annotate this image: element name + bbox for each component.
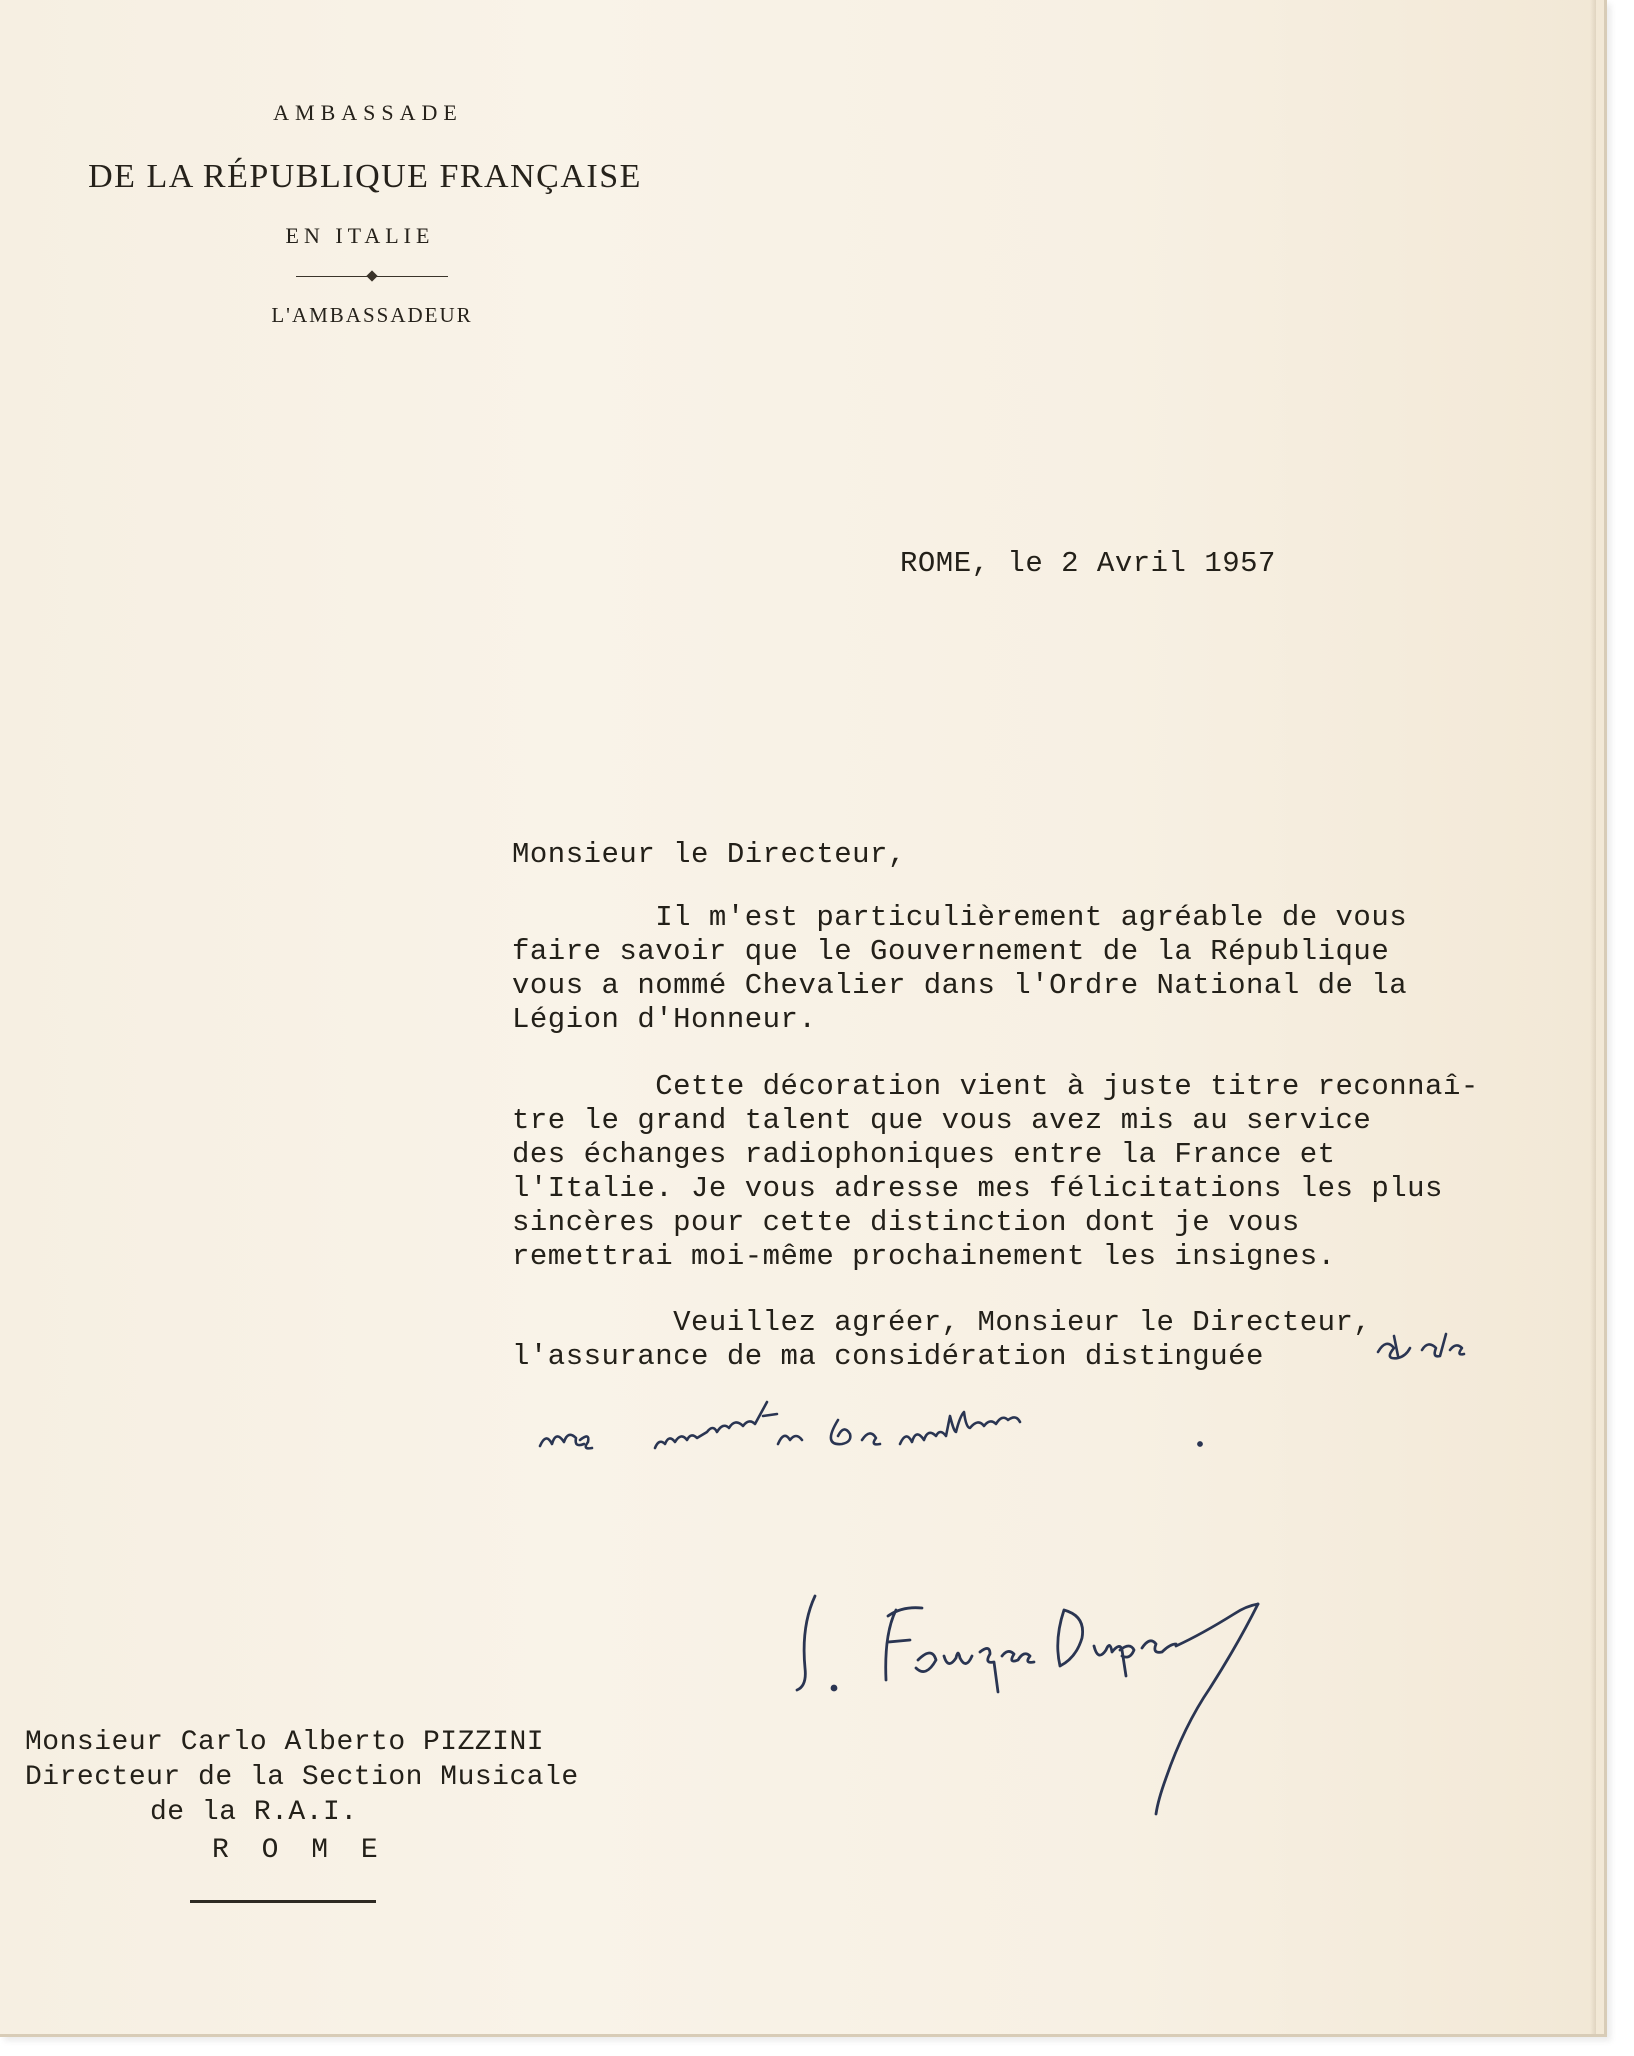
recipient-name: Monsieur Carlo Alberto PIZZINI [25, 1727, 545, 1758]
recipient-title: Directeur de la Section Musicale [25, 1762, 579, 1793]
letterhead-ambassade: AMBASSADE [273, 100, 463, 125]
letterhead-republique: DE LA RÉPUBLIQUE FRANÇAISE [88, 158, 642, 195]
paragraph-decoration: Cette décoration vient à juste titre reconnaî- tre le grand talent que vous avez mis au service des échanges radiophoniques entre la France et l'Italie. Je vous adresse mes félicitations les plus sincères pour cette distinction dont je vous remettrai moi-même prochainement les insignes. [512, 1070, 1479, 1273]
letter-date: ROME, le 2 Avril 1957 [900, 547, 1276, 580]
letterhead-ambassadeur: L'AMBASSADEUR [271, 303, 473, 327]
paper-edge-shadow [1590, 0, 1596, 2034]
letterhead-italie: EN ITALIE [285, 223, 435, 248]
letterhead-divider-ornament [366, 270, 377, 281]
recipient-city-underline [190, 1900, 376, 1903]
recipient-organization: de la R.A.I. [150, 1797, 358, 1828]
paragraph-nomination: Il m'est particulièrement agréable de vous faire savoir que le Gouvernement de la République vous a nommé Chevalier dans l'Ordre National de la Légion d'Honneur. [512, 901, 1408, 1036]
salutation: Monsieur le Directeur, [512, 838, 906, 871]
paragraph-closing: Veuillez agréer, Monsieur le Directeur, l'assurance de ma considération distinguée [512, 1306, 1372, 1373]
recipient-city: R O M E [212, 1835, 386, 1866]
